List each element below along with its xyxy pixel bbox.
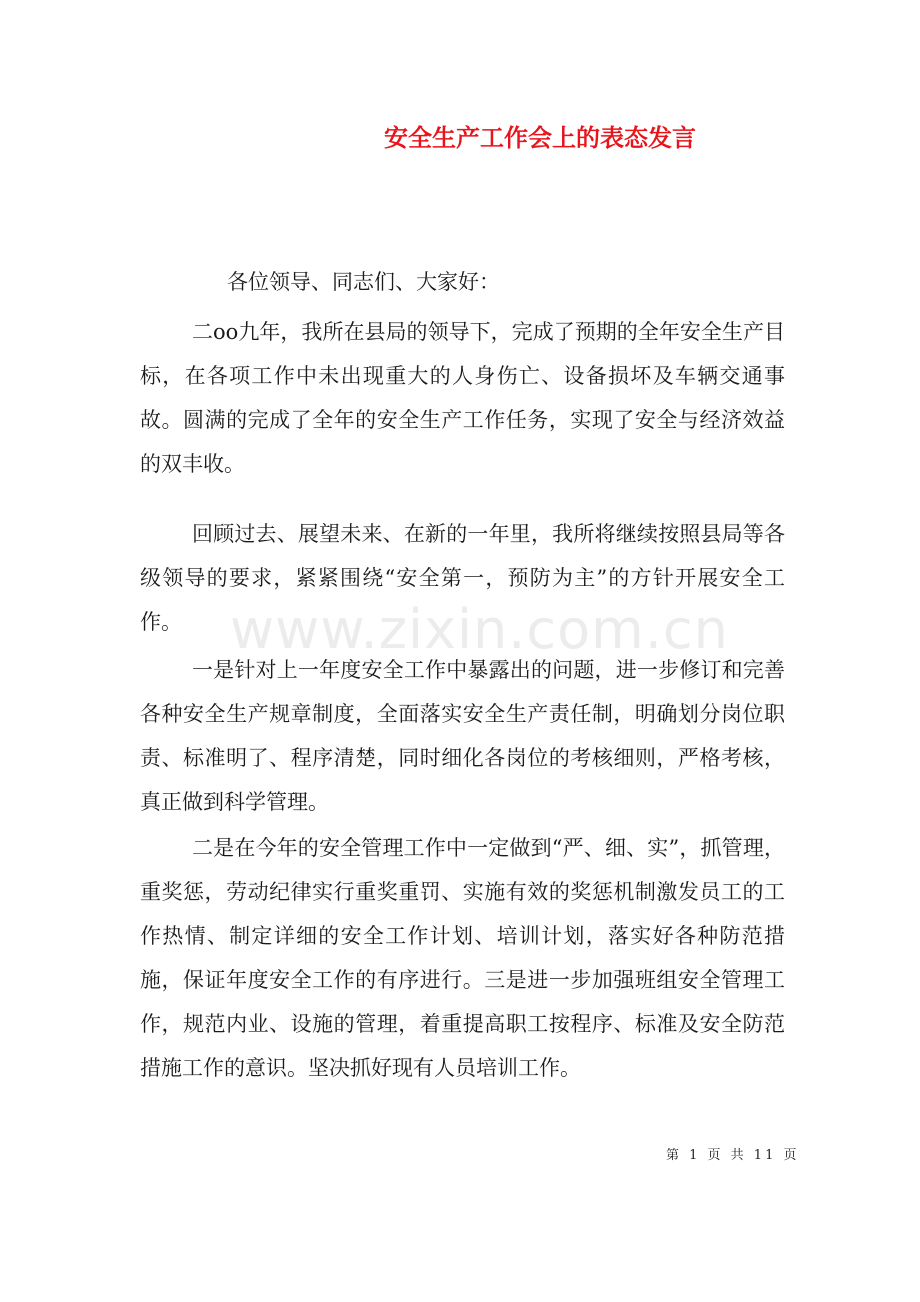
paragraph-2-block bbox=[140, 512, 785, 656]
paragraph-3-block bbox=[140, 648, 785, 836]
paragraph-2: 回顾过去、展望未来、在新的一年里，我所将继续按照县局等各级领导的要求，紧紧围绕“安全第一，预防为主”的方针开展安全工作。 bbox=[140, 522, 785, 634]
paragraph-1: 二oo九年，我所在县局的领导下，完成了预期的全年安全生产目标，在各项工作中未出现重大的人身伤亡、设备损坏及车辆交通事故。圆满的完成了全年的安全生产工作任务，实现了安全与经济效益的双丰收。 bbox=[140, 320, 785, 476]
page-footer: 第 1 页 共 11 页 bbox=[666, 1148, 800, 1163]
paragraph-3: 一是针对上一年度安全工作中暴露出的问题，进一步修订和完善各种安全生产规章制度，全面落实安全生产责任制，明确划分岗位职责、标准明了、程序清楚，同时细化各岗位的考核细则，严格考核，真正做到科学管理。 bbox=[140, 658, 785, 814]
watermark: www.zixin.com.cn bbox=[230, 598, 729, 661]
document-title: 安全生产工作会上的表态发言 bbox=[384, 123, 696, 152]
paragraph-4-block bbox=[140, 826, 785, 1102]
salutation: 各位领导、同志们、大家好： bbox=[227, 270, 500, 294]
paragraph-4: 二是在今年的安全管理工作中一定做到“严、细、实”，抓管理，重奖惩，劳动纪律实行重奖重罚、实施有效的奖惩机制激发员工的工作热情、制定详细的安全工作计划、培训计划，落实好各种防范措施，保证年度安全工作的有序进行。三是进一步加强班组安全管理工作，规范内业、设施的管理，着重提高职工按程序、标准及安全防范措施工作的意识。坚决抓好现有人员培训工作。 bbox=[140, 836, 785, 1080]
paragraph-1-block bbox=[140, 310, 785, 498]
